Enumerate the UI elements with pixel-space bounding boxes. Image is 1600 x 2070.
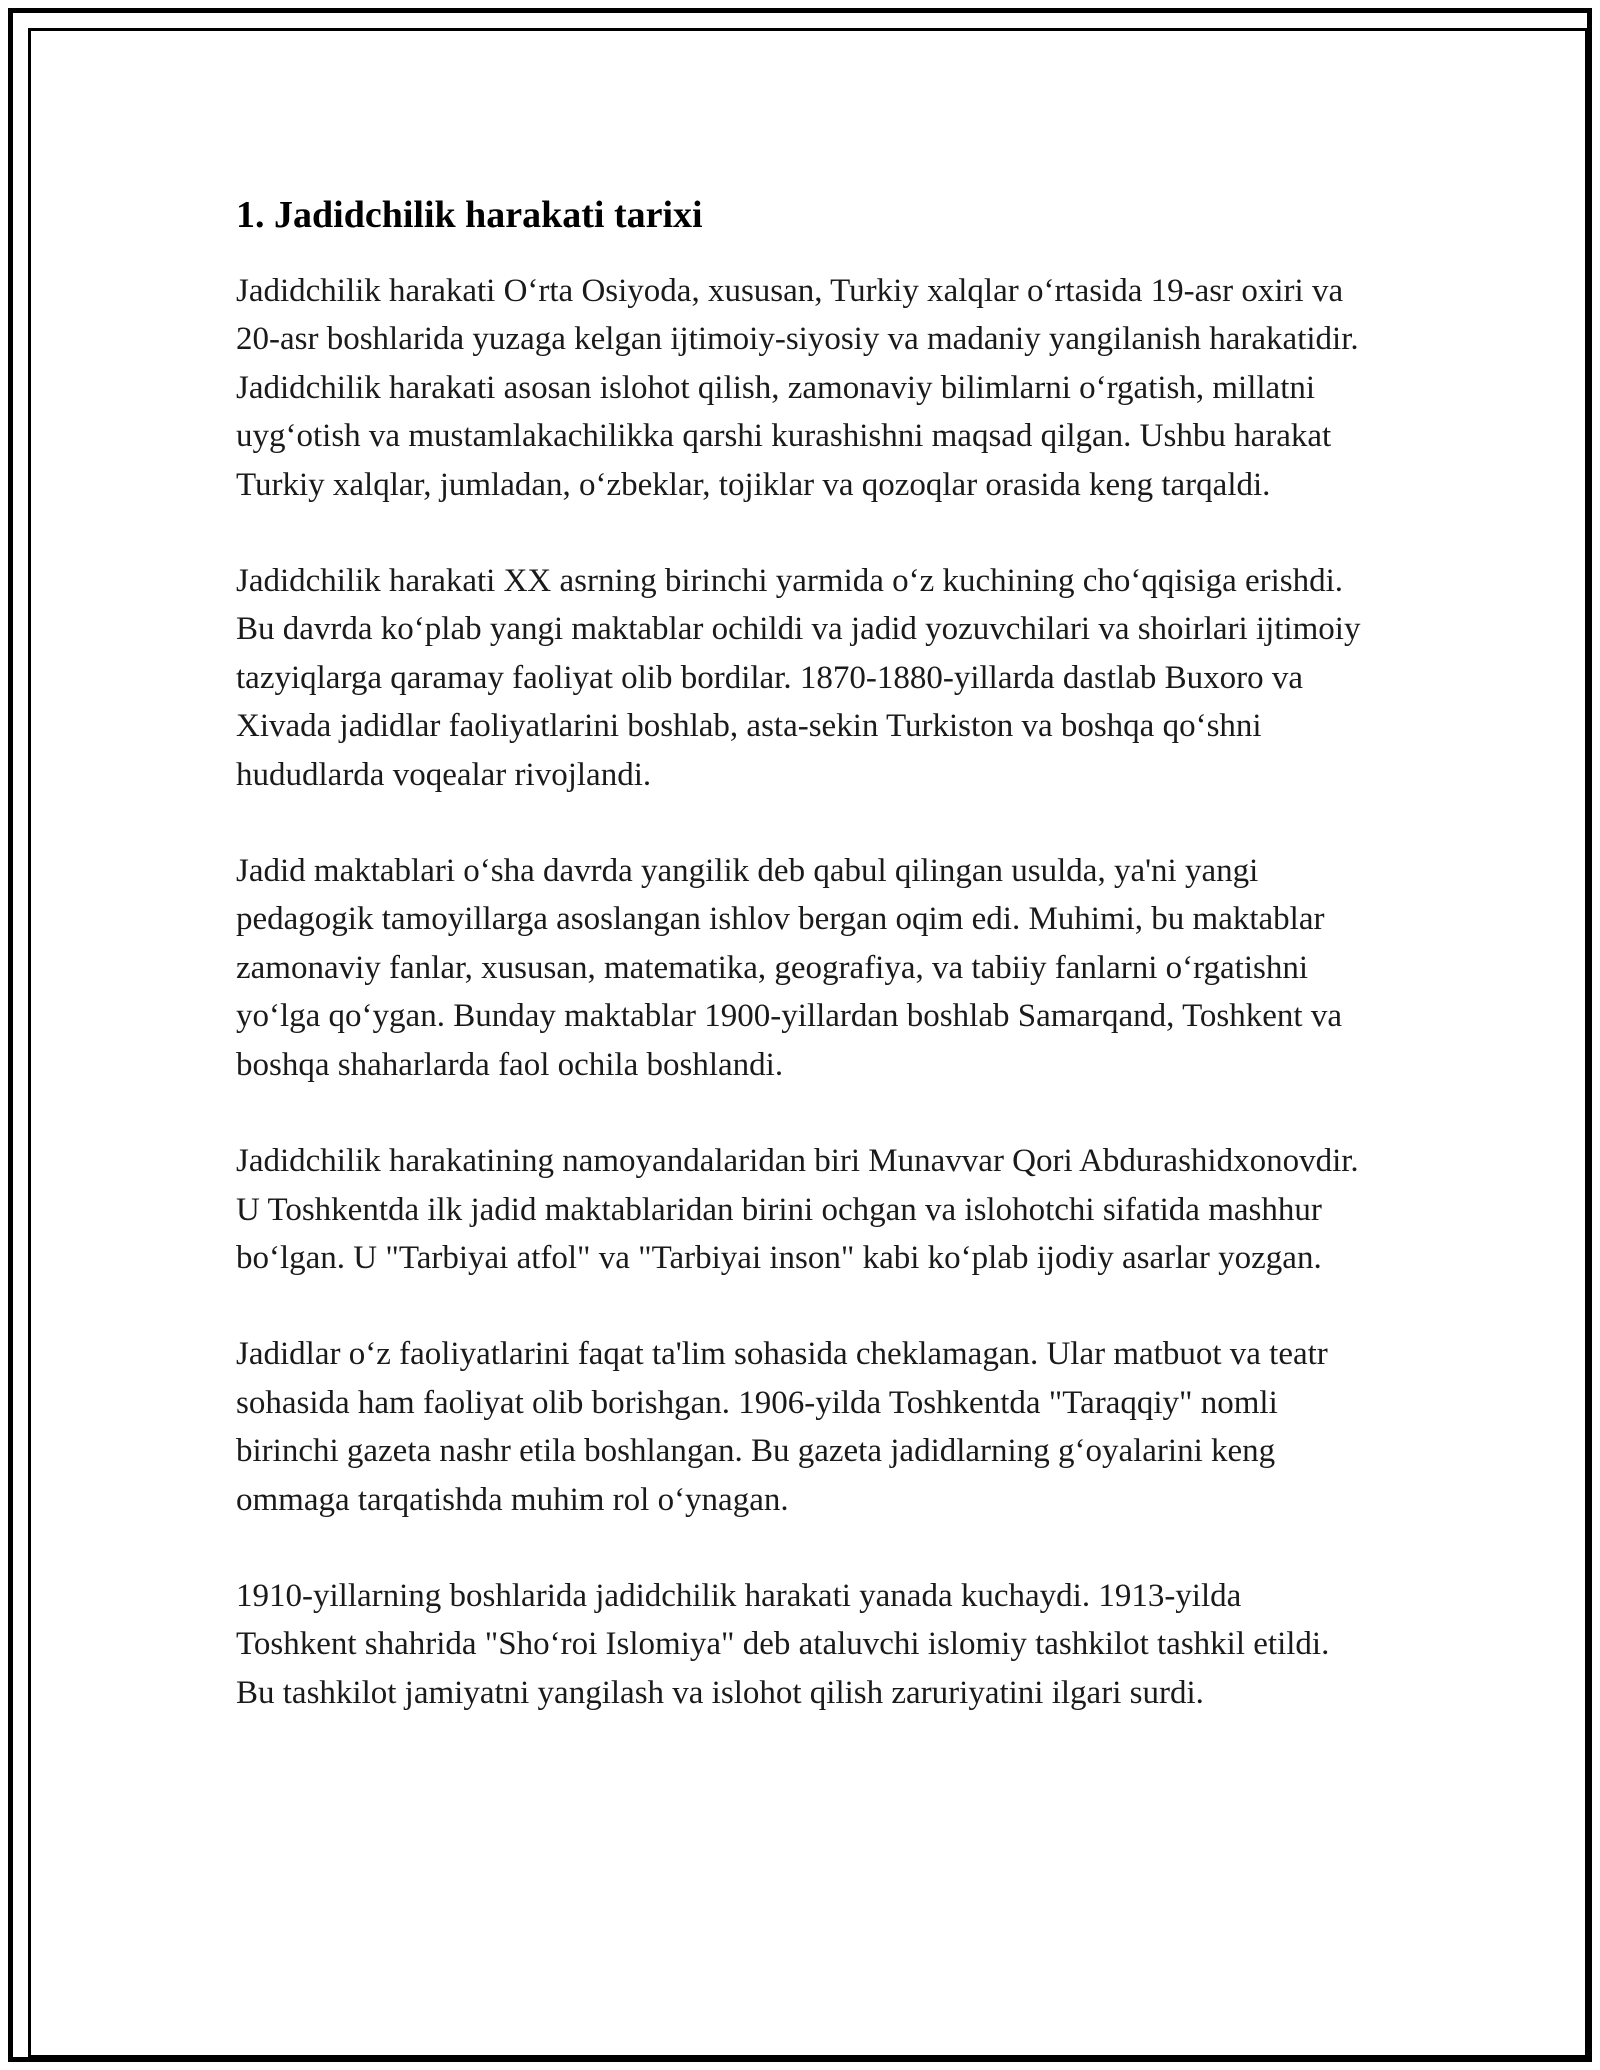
paragraph: Jadidchilik harakati XX asrning birinchi yarmida o‘z kuchining cho‘qqisiga erishdi. Bu davrda ko‘plab yangi maktablar ochildi va jadid yozuvchilari va shoirlari ijtimoiy tazyiqlarga qaramay faoliyat olib bordilar. 1870-1880-yillarda dastlab Buxoro va Xivada jadidlar faoliyatlarini boshlab, asta-sekin Turkiston va boshqa qo‘shni hududlarda voqealar rivojlandi.: [236, 563, 1361, 793]
paragraph: Jadidlar o‘z faoliyatlarini faqat ta'lim sohasida cheklamagan. Ular matbuot va teatr sohasida ham faoliyat olib borishgan. 1906-yilda Toshkentda "Taraqqiy" nomli birinchi gazeta nashr etila boshlangan. Bu gazeta jadidlarning g‘oyalarini keng ommaga tarqatishda muhim rol o‘ynagan.: [236, 1336, 1328, 1518]
paragraph: 1910-yillarning boshlarida jadidchilik harakati yanada kuchaydi. 1913-yilda Toshkent shahrida "Sho‘roi Islomiya" deb ataluvchi islomiy tashkilot tashkil etildi. Bu tashkilot jamiyatni yangilash va islohot qilish zaruriyatini ilgari surdi.: [236, 1577, 1330, 1711]
paragraph: Jadidchilik harakatining namoyandalaridan biri Munavvar Qori Abdurashidxonovdir. U Toshkentda ilk jadid maktablaridan birini ochgan va islohotchi sifatida mashhur bo‘lgan. U "Tarbiyai atfol" va "Tarbiyai inson" kabi ko‘plab ijodiy asarlar yozgan.: [236, 1143, 1359, 1276]
document-body: [236, 185, 1366, 1765]
paragraph: Jadidchilik harakati O‘rta Osiyoda, xususan, Turkiy xalqlar o‘rtasida 19-asr oxiri va 20-asr boshlarida yuzaga kelgan ijtimoiy-siyosiy va madaniy yangilanish harakatidir. Jadidchilik harakati asosan islohot qilish, zamonaviy bilimlarni o‘rgatish, millatni uyg‘otish va mustamlakachilikka qarshi kurashishni maqsad qilgan. Ushbu harakat Turkiy xalqlar, jumladan, o‘zbeklar, tojiklar va qozoqlar orasida keng tarqaldi.: [236, 273, 1359, 503]
section-title: 1. Jadidchilik harakati tarixi: [236, 194, 703, 236]
paragraph: Jadid maktablari o‘sha davrda yangilik deb qabul qilingan usulda, ya'ni yangi pedagogik tamoyillarga asoslangan ishlov bergan oqim edi. Muhimi, bu maktablar zamonaviy fanlar, xususan, matematika, geografiya, va tabiiy fanlarni o‘rgatishni yo‘lga qo‘ygan. Bunday maktablar 1900-yillardan boshlab Samarqand, Toshkent va boshqa shaharlarda faol ochila boshlandi.: [236, 853, 1342, 1083]
